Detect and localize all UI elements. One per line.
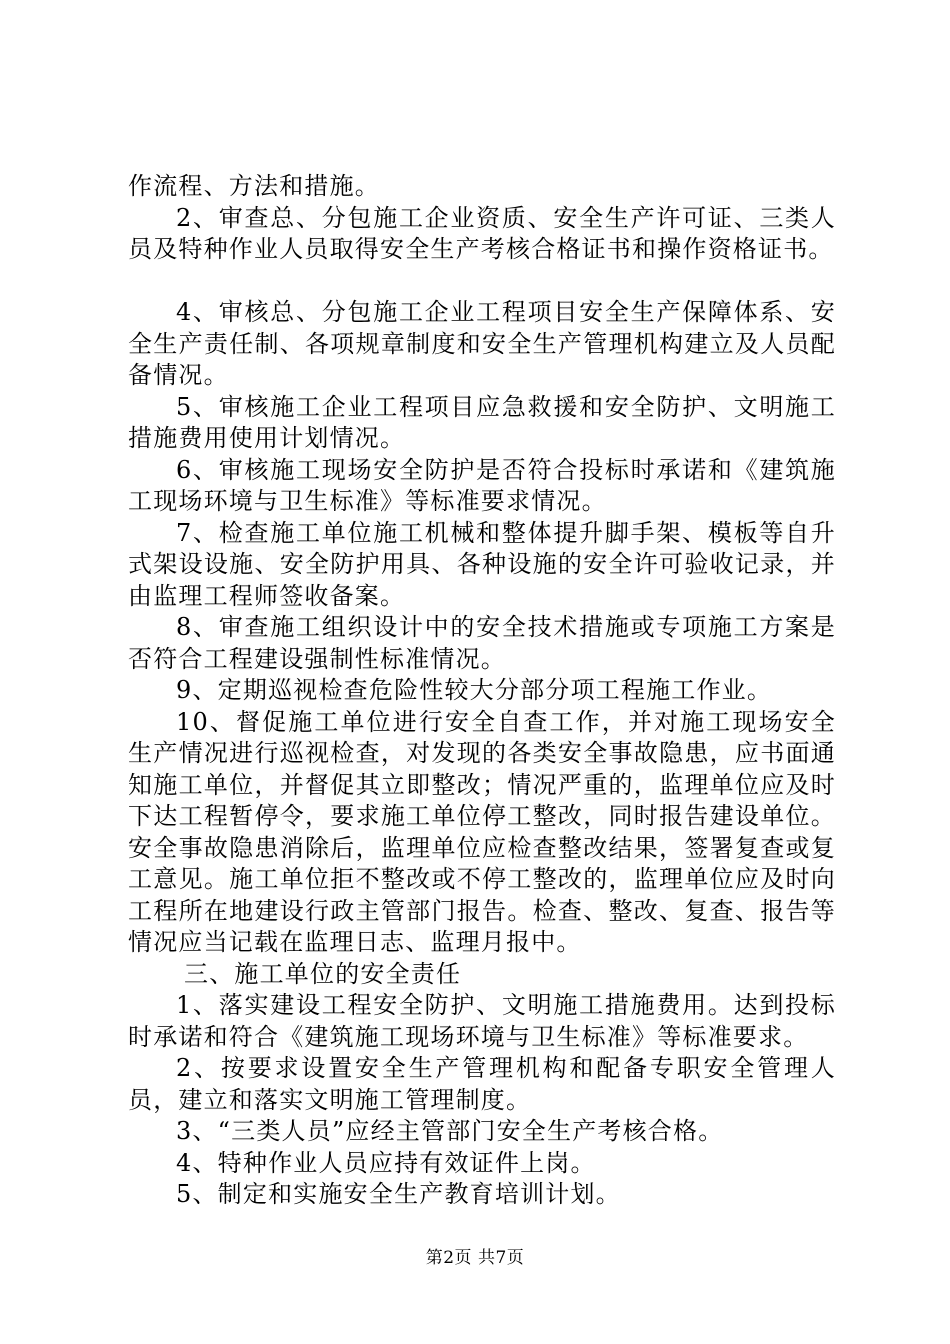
- paragraph-item-5: 5、审核施工企业工程项目应急救援和安全防护、文明施工措施费用使用计划情况。: [128, 392, 836, 452]
- section-heading: 三、施工单位的安全责任: [184, 959, 462, 988]
- paragraph-item-7: 7、检查施工单位施工机械和整体提升脚手架、模板等自升式架设设施、安全防护用具、各种设施的安全许可验收记录，并由监理工程师签收备案。: [128, 518, 836, 610]
- paragraph-contractor-1: 1、落实建设工程安全防护、文明施工措施费用。达到投标时承诺和符合《建筑施工现场环境与卫生标准》等标准要求。: [128, 991, 836, 1051]
- paragraph-item-10: 10、督促施工单位进行安全自查工作，并对施工现场安全生产情况进行巡视检查，对发现的各类安全事故隐患，应书面通知施工单位，并督促其立即整改；情况严重的，监理单位应及时下达工程暂停令，要求施工单位停工整改，同时报告建设单位。安全事故隐患消除后，监理单位应检查整改结果，签署复查或复工意见。施工单位拒不整改或不停工整改的，监理单位应及时向工程所在地建设行政主管部门报告。检查、整改、复查、报告等情况应当记载在监理日志、监理月报中。: [128, 707, 836, 956]
- paragraph-contractor-4: 4、特种作业人员应持有效证件上岗。: [176, 1148, 596, 1177]
- paragraph-item-6: 6、审核施工现场安全防护是否符合投标时承诺和《建筑施工现场环境与卫生标准》等标准要求情况。: [128, 455, 836, 515]
- paragraph-contractor-5: 5、制定和实施安全生产教育培训计划。: [176, 1180, 621, 1208]
- paragraph-item-8: 8、审查施工组织设计中的安全技术措施或专项施工方案是否符合工程建设强制性标准情况。: [128, 613, 836, 673]
- paragraph-contractor-3: 3、“三类人员”应经主管部门安全生产考核合格。: [176, 1117, 724, 1145]
- page-footer: 第2页 共7页: [425, 1248, 525, 1268]
- paragraph-continuation: 作流程、方法和措施。: [128, 172, 380, 200]
- paragraph-item-4: 4、审核总、分包施工企业工程项目安全生产保障体系、安全生产责任制、各项规章制度和安全生产管理机构建立及人员配备情况。: [128, 298, 836, 389]
- paragraph-item-2: 2、审查总、分包施工企业资质、安全生产许可证、三类人员及特种作业人员取得安全生产考核合格证书和操作资格证书。: [128, 203, 836, 263]
- paragraph-item-9: 9、定期巡视检查危险性较大分部分项工程施工作业。: [176, 676, 773, 704]
- paragraph-contractor-2: 2、按要求设置安全生产管理机构和配备专职安全管理人员，建立和落实文明施工管理制度。: [128, 1054, 836, 1114]
- document-body: [128, 171, 836, 1211]
